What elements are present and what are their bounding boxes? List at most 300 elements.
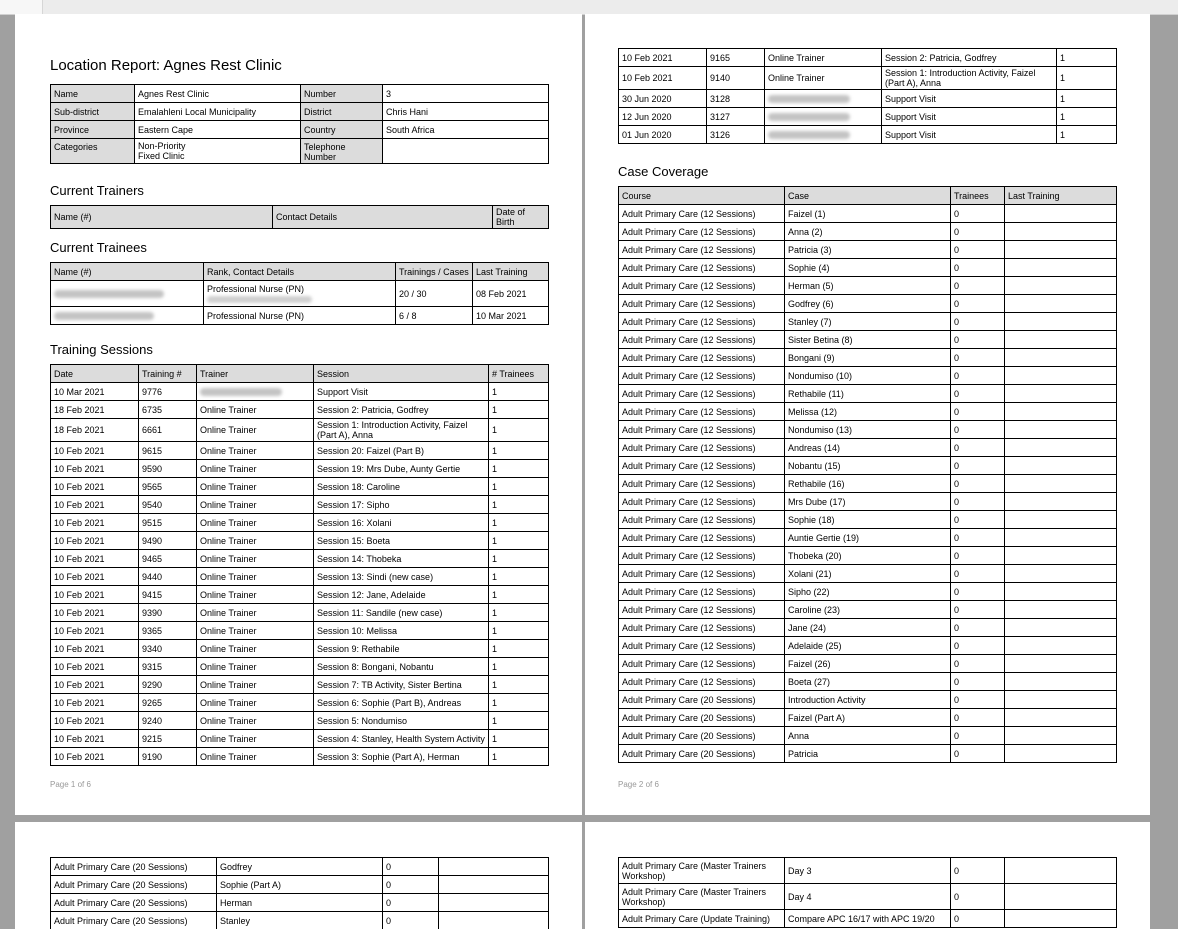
coverage-last bbox=[1005, 295, 1117, 313]
coverage-course: Adult Primary Care (20 Sessions) bbox=[51, 858, 217, 876]
session-session: Session 16: Xolani bbox=[314, 514, 489, 532]
coverage-case: Day 3 bbox=[785, 858, 951, 884]
coverage-trainees: 0 bbox=[951, 884, 1005, 910]
info-row bbox=[51, 103, 549, 121]
coverage-trainees: 0 bbox=[951, 241, 1005, 259]
info-label: Name bbox=[51, 85, 135, 103]
report-page-1 bbox=[15, 14, 582, 815]
coverage-trainees: 0 bbox=[951, 529, 1005, 547]
session-session: Session 3: Sophie (Part A), Herman bbox=[314, 748, 489, 766]
session-session: Session 2: Patricia, Godfrey bbox=[882, 49, 1057, 67]
page-footer: Page 1 of 6 bbox=[50, 780, 91, 789]
coverage-course: Adult Primary Care (12 Sessions) bbox=[619, 241, 785, 259]
column-header: Last Training bbox=[1005, 187, 1117, 205]
coverage-last bbox=[1005, 475, 1117, 493]
coverage-course: Adult Primary Care (20 Sessions) bbox=[51, 894, 217, 912]
redacted-name bbox=[768, 113, 850, 121]
trainees-heading: Current Trainees bbox=[50, 240, 147, 255]
table-row bbox=[619, 673, 1117, 691]
session-count: 1 bbox=[1057, 67, 1117, 90]
viewer-toolbar bbox=[0, 0, 1178, 15]
coverage-course: Adult Primary Care (12 Sessions) bbox=[619, 493, 785, 511]
trainee-rank: Professional Nurse (PN) bbox=[207, 283, 305, 294]
coverage-last bbox=[1005, 457, 1117, 475]
session-session: Session 18: Caroline bbox=[314, 478, 489, 496]
coverage-last bbox=[1005, 655, 1117, 673]
session-date: 10 Feb 2021 bbox=[51, 640, 139, 658]
session-date: 10 Feb 2021 bbox=[51, 676, 139, 694]
coverage-trainees: 0 bbox=[951, 727, 1005, 745]
coverage-last bbox=[1005, 421, 1117, 439]
table-row bbox=[619, 331, 1117, 349]
coverage-last bbox=[439, 876, 549, 894]
table-row bbox=[619, 108, 1117, 126]
coverage-trainees: 0 bbox=[951, 349, 1005, 367]
table-row bbox=[619, 385, 1117, 403]
coverage-last bbox=[1005, 439, 1117, 457]
table-row bbox=[619, 457, 1117, 475]
table-row bbox=[51, 532, 549, 550]
coverage-case: Nondumiso (10) bbox=[785, 367, 951, 385]
session-session: Session 15: Boeta bbox=[314, 532, 489, 550]
table-row bbox=[619, 583, 1117, 601]
coverage-last bbox=[1005, 205, 1117, 223]
coverage-course: Adult Primary Care (12 Sessions) bbox=[619, 601, 785, 619]
table-row bbox=[619, 403, 1117, 421]
table-row bbox=[51, 419, 549, 442]
coverage-heading: Case Coverage bbox=[618, 164, 709, 179]
table-row bbox=[51, 622, 549, 640]
coverage-case: Faizel (Part A) bbox=[785, 709, 951, 727]
trainee-last-training: 10 Mar 2021 bbox=[473, 307, 549, 325]
coverage-case: Stanley bbox=[217, 912, 383, 929]
coverage-course: Adult Primary Care (12 Sessions) bbox=[619, 637, 785, 655]
table-row bbox=[51, 894, 549, 912]
coverage-case: Sophie (Part A) bbox=[217, 876, 383, 894]
session-session: Session 9: Rethabile bbox=[314, 640, 489, 658]
info-value bbox=[135, 139, 301, 164]
coverage-trainees: 0 bbox=[383, 912, 439, 929]
info-label: Country bbox=[301, 121, 383, 139]
session-date: 10 Feb 2021 bbox=[619, 49, 707, 67]
coverage-last bbox=[1005, 511, 1117, 529]
table-row bbox=[619, 295, 1117, 313]
table-row bbox=[619, 601, 1117, 619]
table-row bbox=[51, 550, 549, 568]
coverage-table bbox=[618, 186, 1117, 763]
session-trainer: Online Trainer bbox=[197, 694, 314, 712]
column-header: Session bbox=[314, 365, 489, 383]
session-trainer: Online Trainer bbox=[197, 658, 314, 676]
session-session: Session 4: Stanley, Health System Activity bbox=[314, 730, 489, 748]
coverage-course: Adult Primary Care (Master Trainers Workshop) bbox=[619, 858, 785, 884]
table-row bbox=[619, 655, 1117, 673]
coverage-case: Stanley (7) bbox=[785, 313, 951, 331]
table-row bbox=[619, 313, 1117, 331]
coverage-last bbox=[1005, 529, 1117, 547]
table-row bbox=[619, 910, 1117, 928]
coverage-trainees: 0 bbox=[951, 439, 1005, 457]
coverage-last bbox=[1005, 241, 1117, 259]
coverage-course: Adult Primary Care (12 Sessions) bbox=[619, 223, 785, 241]
session-count: 1 bbox=[489, 640, 549, 658]
coverage-trainees: 0 bbox=[951, 493, 1005, 511]
session-trainer: Online Trainer bbox=[197, 532, 314, 550]
session-trainer: Online Trainer bbox=[197, 460, 314, 478]
column-header: Last Training bbox=[473, 263, 549, 281]
session-date: 10 Feb 2021 bbox=[51, 694, 139, 712]
coverage-last bbox=[1005, 367, 1117, 385]
redacted-name bbox=[200, 388, 282, 396]
table-row bbox=[619, 858, 1117, 884]
session-num: 9265 bbox=[139, 694, 197, 712]
session-num: 9515 bbox=[139, 514, 197, 532]
coverage-course: Adult Primary Care (12 Sessions) bbox=[619, 421, 785, 439]
session-date: 10 Mar 2021 bbox=[51, 383, 139, 401]
coverage-course: Adult Primary Care (12 Sessions) bbox=[619, 259, 785, 277]
coverage-case: Rethabile (16) bbox=[785, 475, 951, 493]
info-value bbox=[383, 139, 549, 164]
column-header: Date bbox=[51, 365, 139, 383]
session-date: 10 Feb 2021 bbox=[51, 658, 139, 676]
coverage-course: Adult Primary Care (12 Sessions) bbox=[619, 295, 785, 313]
viewer-tab[interactable] bbox=[0, 0, 43, 14]
session-date: 10 Feb 2021 bbox=[51, 712, 139, 730]
report-page-3 bbox=[15, 822, 582, 929]
coverage-last bbox=[1005, 223, 1117, 241]
coverage-case: Patricia (3) bbox=[785, 241, 951, 259]
session-trainer: Online Trainer bbox=[197, 712, 314, 730]
session-trainer: Online Trainer bbox=[197, 622, 314, 640]
session-count: 1 bbox=[489, 604, 549, 622]
column-header: Trainings / Cases bbox=[396, 263, 473, 281]
session-num: 9340 bbox=[139, 640, 197, 658]
coverage-course: Adult Primary Care (12 Sessions) bbox=[619, 457, 785, 475]
table-header-row bbox=[51, 206, 549, 229]
coverage-trainees: 0 bbox=[951, 223, 1005, 241]
coverage-last bbox=[1005, 619, 1117, 637]
coverage-last bbox=[1005, 259, 1117, 277]
coverage-case: Mrs Dube (17) bbox=[785, 493, 951, 511]
table-row bbox=[51, 912, 549, 929]
coverage-course: Adult Primary Care (20 Sessions) bbox=[51, 876, 217, 894]
table-row bbox=[619, 421, 1117, 439]
info-label: District bbox=[301, 103, 383, 121]
session-session: Session 8: Bongani, Nobantu bbox=[314, 658, 489, 676]
session-num: 9365 bbox=[139, 622, 197, 640]
coverage-trainees: 0 bbox=[951, 709, 1005, 727]
coverage-trainees: 0 bbox=[951, 619, 1005, 637]
session-count: 1 bbox=[1057, 49, 1117, 67]
coverage-case: Thobeka (20) bbox=[785, 547, 951, 565]
coverage-course: Adult Primary Care (20 Sessions) bbox=[619, 691, 785, 709]
table-row bbox=[619, 565, 1117, 583]
session-date: 10 Feb 2021 bbox=[51, 496, 139, 514]
session-date: 10 Feb 2021 bbox=[51, 622, 139, 640]
table-header-row bbox=[51, 263, 549, 281]
table-row bbox=[619, 619, 1117, 637]
table-row bbox=[619, 223, 1117, 241]
session-trainer: Online Trainer bbox=[197, 478, 314, 496]
session-count: 1 bbox=[1057, 90, 1117, 108]
table-row bbox=[619, 439, 1117, 457]
session-count: 1 bbox=[489, 694, 549, 712]
trainee-rank-contact bbox=[204, 281, 396, 307]
table-row bbox=[51, 604, 549, 622]
trainee-trainings-cases: 6 / 8 bbox=[396, 307, 473, 325]
session-trainer: Online Trainer bbox=[197, 568, 314, 586]
coverage-trainees: 0 bbox=[951, 259, 1005, 277]
coverage-course: Adult Primary Care (12 Sessions) bbox=[619, 403, 785, 421]
session-count: 1 bbox=[489, 532, 549, 550]
column-header: Trainees bbox=[951, 187, 1005, 205]
coverage-trainees: 0 bbox=[951, 277, 1005, 295]
coverage-case: Introduction Activity bbox=[785, 691, 951, 709]
session-count: 1 bbox=[489, 658, 549, 676]
table-row bbox=[51, 514, 549, 532]
trainers-heading: Current Trainers bbox=[50, 183, 144, 198]
coverage-trainees: 0 bbox=[951, 385, 1005, 403]
coverage-trainees: 0 bbox=[951, 910, 1005, 928]
coverage-course: Adult Primary Care (12 Sessions) bbox=[619, 583, 785, 601]
coverage-last bbox=[1005, 727, 1117, 745]
coverage-course: Adult Primary Care (20 Sessions) bbox=[619, 709, 785, 727]
trainee-name-redacted bbox=[51, 307, 204, 325]
coverage-case: Patricia bbox=[785, 745, 951, 763]
coverage-last bbox=[1005, 349, 1117, 367]
coverage-last bbox=[1005, 709, 1117, 727]
session-count: 1 bbox=[489, 496, 549, 514]
coverage-last bbox=[439, 912, 549, 929]
session-num: 9165 bbox=[707, 49, 765, 67]
coverage-trainees: 0 bbox=[951, 565, 1005, 583]
category-primary: Non-Priority bbox=[138, 141, 186, 151]
session-trainer: Online Trainer bbox=[765, 49, 882, 67]
coverage-trainees: 0 bbox=[951, 313, 1005, 331]
coverage-trainees: 0 bbox=[951, 601, 1005, 619]
session-date: 10 Feb 2021 bbox=[51, 550, 139, 568]
session-num: 6735 bbox=[139, 401, 197, 419]
coverage-last bbox=[1005, 745, 1117, 763]
session-num: 9540 bbox=[139, 496, 197, 514]
coverage-trainees: 0 bbox=[951, 583, 1005, 601]
coverage-trainees: 0 bbox=[951, 637, 1005, 655]
session-session: Session 11: Sandile (new case) bbox=[314, 604, 489, 622]
session-num: 9190 bbox=[139, 748, 197, 766]
session-date: 30 Jun 2020 bbox=[619, 90, 707, 108]
column-header: Name (#) bbox=[51, 206, 273, 229]
coverage-continued-table bbox=[618, 857, 1117, 928]
table-row bbox=[51, 496, 549, 514]
session-num: 3127 bbox=[707, 108, 765, 126]
table-row bbox=[619, 691, 1117, 709]
column-header: Contact Details bbox=[273, 206, 493, 229]
session-date: 10 Feb 2021 bbox=[51, 478, 139, 496]
session-date: 10 Feb 2021 bbox=[51, 442, 139, 460]
session-trainer-redacted bbox=[197, 383, 314, 401]
session-count: 1 bbox=[489, 514, 549, 532]
session-session: Session 13: Sindi (new case) bbox=[314, 568, 489, 586]
coverage-case: Andreas (14) bbox=[785, 439, 951, 457]
coverage-case: Boeta (27) bbox=[785, 673, 951, 691]
coverage-course: Adult Primary Care (Update Training) bbox=[619, 910, 785, 928]
info-label: Province bbox=[51, 121, 135, 139]
coverage-course: Adult Primary Care (12 Sessions) bbox=[619, 385, 785, 403]
column-header: Trainer bbox=[197, 365, 314, 383]
info-value: Chris Hani bbox=[383, 103, 549, 121]
session-num: 9590 bbox=[139, 460, 197, 478]
table-row bbox=[51, 694, 549, 712]
coverage-case: Auntie Gertie (19) bbox=[785, 529, 951, 547]
session-trainer: Online Trainer bbox=[197, 604, 314, 622]
session-trainer: Online Trainer bbox=[197, 550, 314, 568]
coverage-trainees: 0 bbox=[951, 457, 1005, 475]
coverage-course: Adult Primary Care (Master Trainers Workshop) bbox=[619, 884, 785, 910]
session-num: 9240 bbox=[139, 712, 197, 730]
session-date: 10 Feb 2021 bbox=[51, 604, 139, 622]
coverage-last bbox=[1005, 403, 1117, 421]
info-value: South Africa bbox=[383, 121, 549, 139]
sessions-table bbox=[50, 364, 549, 766]
session-trainer-redacted bbox=[765, 90, 882, 108]
coverage-trainees: 0 bbox=[951, 673, 1005, 691]
coverage-case: Xolani (21) bbox=[785, 565, 951, 583]
table-row bbox=[619, 884, 1117, 910]
coverage-course: Adult Primary Care (12 Sessions) bbox=[619, 511, 785, 529]
coverage-continued-table bbox=[50, 857, 549, 929]
info-label: Number bbox=[301, 85, 383, 103]
coverage-course: Adult Primary Care (12 Sessions) bbox=[619, 565, 785, 583]
coverage-case: Caroline (23) bbox=[785, 601, 951, 619]
info-label: Categories bbox=[51, 139, 135, 164]
table-row bbox=[619, 637, 1117, 655]
coverage-trainees: 0 bbox=[951, 655, 1005, 673]
coverage-case: Day 4 bbox=[785, 884, 951, 910]
coverage-trainees: 0 bbox=[383, 858, 439, 876]
session-date: 10 Feb 2021 bbox=[51, 514, 139, 532]
table-row bbox=[619, 67, 1117, 90]
column-header: Rank, Contact Details bbox=[204, 263, 396, 281]
coverage-course: Adult Primary Care (12 Sessions) bbox=[619, 619, 785, 637]
coverage-last bbox=[1005, 313, 1117, 331]
coverage-case: Adelaide (25) bbox=[785, 637, 951, 655]
coverage-last bbox=[1005, 331, 1117, 349]
coverage-trainees: 0 bbox=[951, 745, 1005, 763]
coverage-course: Adult Primary Care (12 Sessions) bbox=[619, 547, 785, 565]
session-date: 18 Feb 2021 bbox=[51, 401, 139, 419]
coverage-last bbox=[1005, 385, 1117, 403]
table-row bbox=[51, 640, 549, 658]
info-row bbox=[51, 139, 549, 164]
info-value: Eastern Cape bbox=[135, 121, 301, 139]
coverage-course: Adult Primary Care (12 Sessions) bbox=[619, 655, 785, 673]
session-session: Session 12: Jane, Adelaide bbox=[314, 586, 489, 604]
coverage-trainees: 0 bbox=[951, 858, 1005, 884]
table-row bbox=[619, 205, 1117, 223]
trainers-table bbox=[50, 205, 549, 229]
coverage-case: Herman (5) bbox=[785, 277, 951, 295]
info-value: Emalahleni Local Municipality bbox=[135, 103, 301, 121]
column-header: Case bbox=[785, 187, 951, 205]
session-trainer: Online Trainer bbox=[197, 514, 314, 532]
coverage-case: Nondumiso (13) bbox=[785, 421, 951, 439]
session-session: Support Visit bbox=[882, 126, 1057, 144]
table-row bbox=[619, 475, 1117, 493]
table-row bbox=[51, 401, 549, 419]
coverage-trainees: 0 bbox=[951, 691, 1005, 709]
coverage-last bbox=[439, 858, 549, 876]
coverage-trainees: 0 bbox=[951, 547, 1005, 565]
session-num: 9776 bbox=[139, 383, 197, 401]
redacted-name bbox=[768, 95, 850, 103]
session-trainer: Online Trainer bbox=[197, 586, 314, 604]
table-row bbox=[51, 712, 549, 730]
session-session: Session 2: Patricia, Godfrey bbox=[314, 401, 489, 419]
coverage-course: Adult Primary Care (12 Sessions) bbox=[619, 205, 785, 223]
table-row bbox=[619, 126, 1117, 144]
column-header: # Trainees bbox=[489, 365, 549, 383]
table-row bbox=[51, 568, 549, 586]
coverage-last bbox=[439, 894, 549, 912]
table-row bbox=[51, 460, 549, 478]
table-row bbox=[51, 478, 549, 496]
coverage-trainees: 0 bbox=[383, 876, 439, 894]
coverage-trainees: 0 bbox=[951, 475, 1005, 493]
table-row bbox=[619, 259, 1117, 277]
coverage-course: Adult Primary Care (12 Sessions) bbox=[619, 529, 785, 547]
session-session: Session 20: Faizel (Part B) bbox=[314, 442, 489, 460]
location-info-table bbox=[50, 84, 549, 164]
coverage-trainees: 0 bbox=[951, 511, 1005, 529]
session-num: 3128 bbox=[707, 90, 765, 108]
coverage-course: Adult Primary Care (12 Sessions) bbox=[619, 439, 785, 457]
coverage-case: Faizel (26) bbox=[785, 655, 951, 673]
coverage-course: Adult Primary Care (12 Sessions) bbox=[619, 673, 785, 691]
coverage-course: Adult Primary Care (20 Sessions) bbox=[619, 727, 785, 745]
redacted-name bbox=[768, 131, 850, 139]
session-count: 1 bbox=[489, 748, 549, 766]
coverage-course: Adult Primary Care (12 Sessions) bbox=[619, 475, 785, 493]
info-label: Telephone Number bbox=[301, 139, 383, 164]
info-value: Agnes Rest Clinic bbox=[135, 85, 301, 103]
table-header-row bbox=[619, 187, 1117, 205]
table-row bbox=[619, 49, 1117, 67]
session-num: 9140 bbox=[707, 67, 765, 90]
session-count: 1 bbox=[489, 712, 549, 730]
session-date: 10 Feb 2021 bbox=[619, 67, 707, 90]
column-header: Date of Birth bbox=[493, 206, 549, 229]
table-row bbox=[51, 383, 549, 401]
sessions-continued-table bbox=[618, 48, 1117, 144]
session-num: 9215 bbox=[139, 730, 197, 748]
table-header-row bbox=[51, 365, 549, 383]
session-num: 6661 bbox=[139, 419, 197, 442]
coverage-case: Jane (24) bbox=[785, 619, 951, 637]
coverage-course: Adult Primary Care (12 Sessions) bbox=[619, 367, 785, 385]
session-num: 9440 bbox=[139, 568, 197, 586]
coverage-case: Godfrey bbox=[217, 858, 383, 876]
session-date: 10 Feb 2021 bbox=[51, 748, 139, 766]
session-session: Session 14: Thobeka bbox=[314, 550, 489, 568]
page-footer: Page 2 of 6 bbox=[618, 780, 659, 789]
session-date: 10 Feb 2021 bbox=[51, 730, 139, 748]
session-session: Session 7: TB Activity, Sister Bertina bbox=[314, 676, 489, 694]
coverage-case: Sister Betina (8) bbox=[785, 331, 951, 349]
coverage-last bbox=[1005, 910, 1117, 928]
coverage-case: Rethabile (11) bbox=[785, 385, 951, 403]
coverage-case: Anna (2) bbox=[785, 223, 951, 241]
session-date: 10 Feb 2021 bbox=[51, 586, 139, 604]
